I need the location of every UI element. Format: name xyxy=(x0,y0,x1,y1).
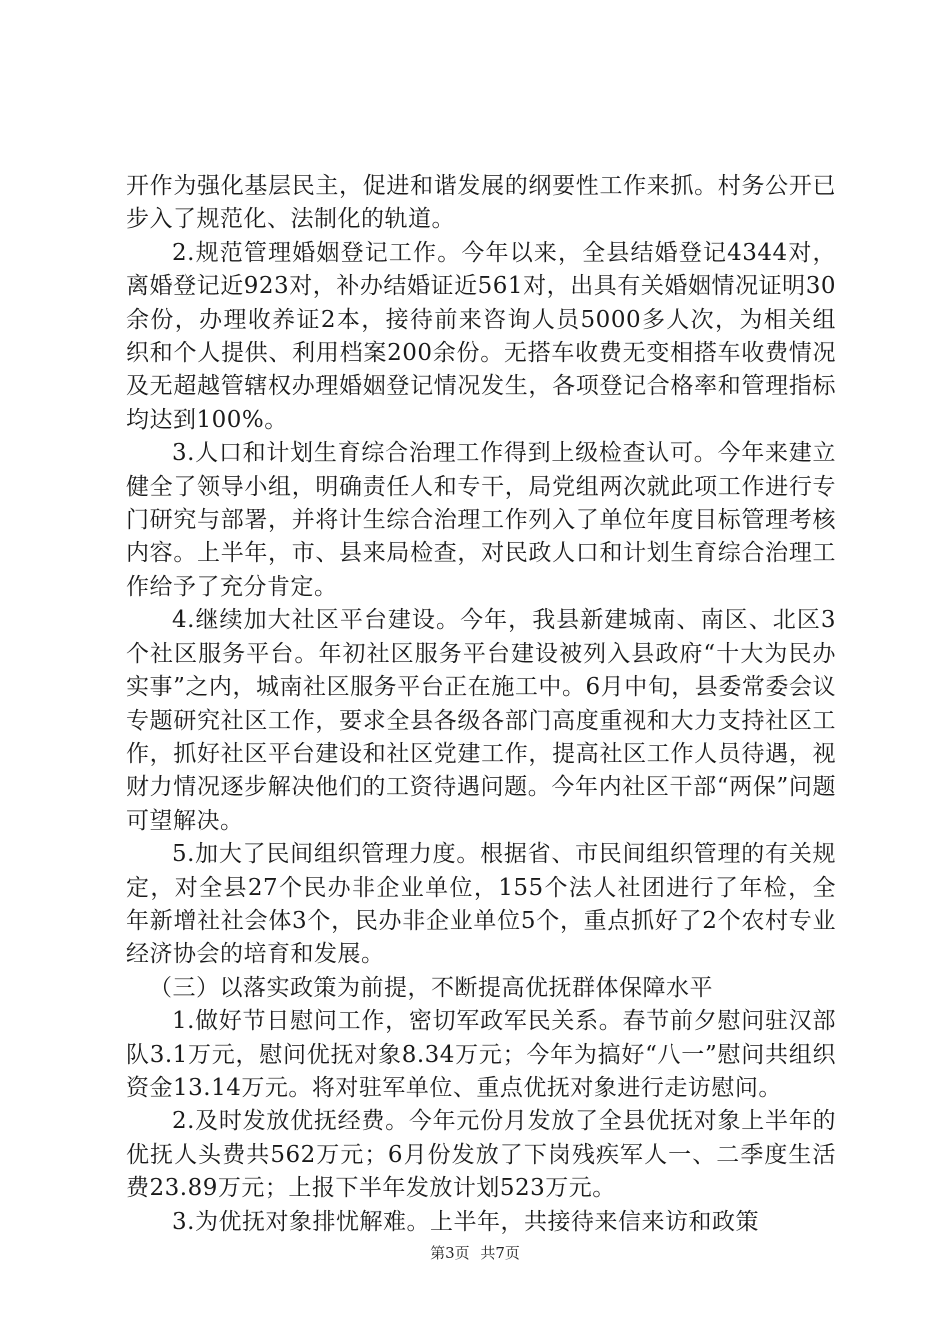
page-footer xyxy=(0,1243,950,1263)
paragraph-community-platform: 4.继续加大社区平台建设。今年，我县新建城南、南区、北区3个社区服务平台。年初社区服务平台建设被列入县政府“十大为民办实事”之内，城南社区服务平台正在施工中。6月中旬，县委常委会议专题研究社区工作，要求全县各级各部门高度重视和大力支持社区工作，抓好社区平台建设和社区党建工作，提高社区工作人员待遇，视财力情况逐步解决他们的工资待遇问题。今年内社区干部“两保”问题可望解决。 xyxy=(126,607,836,834)
page-number: 第3页 xyxy=(430,1244,470,1262)
section-heading: （三）以落实政策为前提，不断提高优抚群体保障水平 xyxy=(149,974,713,1001)
paragraph-continuation: 开作为强化基层民主，促进和谐发展的纲要性工作来抓。村务公开已步入了规范化、法制化的轨道。 xyxy=(126,173,836,233)
paragraph-holiday-visits: 1.做好节日慰问工作，密切军政军民关系。春节前夕慰问驻汉部队3.1万元，慰问优抚对象8.34万元；今年为搞好“八一”慰问共组织资金13.14万元。将对驻军单位、重点优抚对象进行走访慰问。 xyxy=(126,1008,836,1101)
paragraph-special-care-funds: 2.及时发放优抚经费。今年元份月发放了全县优抚对象上半年的优抚人头费共562万元；6月份发放了下岗残疾军人一、二季度生活费23.89万元；上报下半年发放计划523万元。 xyxy=(126,1108,836,1202)
paragraph-problem-solving: 3.为优抚对象排忧解难。上半年，共接待来信来访和政策 xyxy=(172,1208,759,1235)
paragraph-family-planning: 3.人口和计划生育综合治理工作得到上级检查认可。今年来建立健全了领导小组，明确责任人和专干，局党组两次就此项工作进行专门研究与部署，并将计生综合治理工作列入了单位年度目标管理考核内容。上半年，市、县来局检查，对民政人口和计划生育综合治理工作给予了充分肯定。 xyxy=(126,440,836,600)
document-body xyxy=(126,170,836,1239)
paragraph-marriage-registration: 2.规范管理婚姻登记工作。今年以来，全县结婚登记4344对，离婚登记近923对，补办结婚证近561对，出具有关婚姻情况证明30余份，办理收养证2本，接待前来咨询人员5000多人次，为相关组织和个人提供、利用档案200余份。无搭车收费无变相搭车收费情况及无超越管辖权办理婚姻登记情况发生，各项登记合格率和管理指标均达到100%。 xyxy=(126,239,836,433)
paragraph-civil-organizations: 5.加大了民间组织管理力度。根据省、市民间组织管理的有关规定，对全县27个民办非企业单位，155个法人社团进行了年检，全年新增社社会体3个，民办非企业单位5个，重点抓好了2个农村专业经济协会的培育和发展。 xyxy=(126,841,836,968)
page-total: 共7页 xyxy=(480,1244,520,1262)
